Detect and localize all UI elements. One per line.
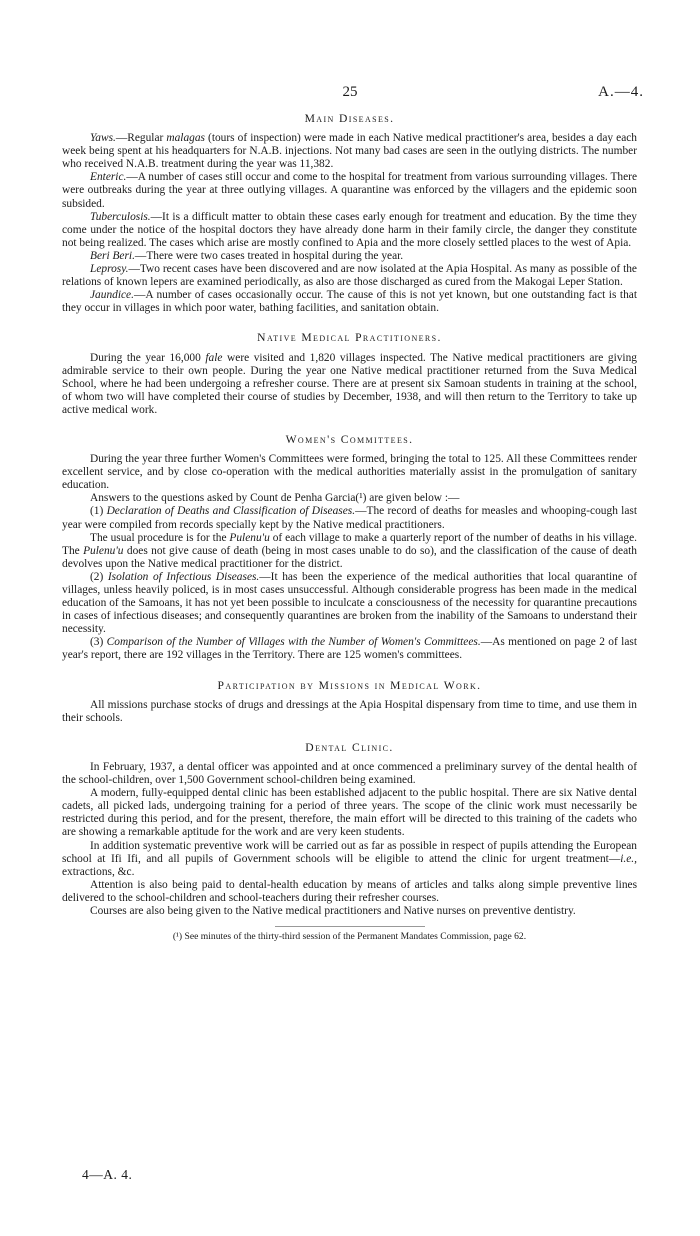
paragraph-text: —A number of cases occasionally occur. The cause of this is not yet known, but one outstanding fact is that they occur in villages in which poor water, bathing facilities, and sanitation obtain. (62, 289, 637, 315)
paragraph-answers-intro: Answers to the questions asked by Count de Penha Garcia(¹) are given below :— (90, 492, 460, 505)
paragraph-text: —It is a difficult matter to obtain these cases early enough for treatment and education. By the time they come under the notice of the hospital doctors they have already done harm in their family circle, the danger they constitute not being realized. The cases which arise are mostly confined to Apia and the more closely settled places to the west of Apia. (62, 210, 637, 249)
paragraph-beri-beri (62, 250, 637, 263)
term-pulenuu: Pulenu'u (83, 544, 124, 557)
section-womens-committees (62, 433, 637, 663)
term-fale: fale (205, 351, 223, 364)
section-heading: Main Diseases. (304, 112, 395, 125)
page-reference: 4—A. 4. (82, 1167, 133, 1182)
paragraph-text: —As mentioned on page 2 of last year's report, there are 192 villages in the Territory. There are 125 women's committees. (62, 636, 637, 662)
paragraph-text: does not give cause of death (being in most cases unable to do so), and the classification of the cause of death devolves upon the Native medical practitioner for the district. (62, 544, 638, 570)
term-jaundice: Jaundice. (90, 289, 134, 302)
footnote: (¹) See minutes of the thirty-third session of the Permanent Mandates Commission, page 62. (172, 931, 527, 943)
document-body (62, 112, 637, 943)
paragraph-dental-clinic: A modern, fully-equipped dental clinic has been established adjacent to the public hospital. There are six Native dental cadets, all picked lads, undergoing training for a period of three years. The scope of the clinic work must necessarily be restricted during this period, and for the present, therefore, the main effort will be directed to this training of the cadets who are showing a remarkable aptitude for the work and are very keen students. (62, 787, 637, 839)
paragraph-text: —Regular (115, 132, 167, 145)
term-malagas: malagas (166, 132, 205, 145)
question-title: Declaration of Deaths and Classification of Diseases. (106, 505, 356, 518)
term-leprosy: Leprosy. (90, 263, 129, 276)
question-title: Comparison of the Number of Villages with the Number of Women's Committees. (106, 636, 481, 649)
paragraph-question-2 (62, 571, 637, 636)
section-missions (62, 679, 637, 725)
paragraph-text: In addition systematic preventive work will be carried out as far as possible in respect of pupils attending the European school at Ifi Ifi, and all pupils of Government schools will be eligible to attend the clinic for urgent treatment— (62, 839, 637, 865)
paragraph-text: of each village to make a quarterly report of the number of deaths in his village. The (62, 531, 638, 557)
paragraph-enteric (62, 171, 637, 210)
paragraph-practitioners (62, 352, 637, 417)
question-title: Isolation of Infectious Diseases. (107, 570, 260, 583)
paragraph-dental-survey: In February, 1937, a dental officer was appointed and at once commenced a preliminary survey of the dental health of the school-children, over 1,500 Government school-children being examined. (62, 760, 637, 787)
paragraph-text: During the year 16,000 (90, 351, 206, 364)
section-heading: Women's Committees. (285, 432, 414, 446)
section-dental-clinic (62, 741, 637, 918)
paragraph-yaws (62, 132, 637, 171)
paragraph-health-education: Attention is also being paid to dental-health education by means of articles and talks along simple preventive lines delivered to the school-children and school-teachers during their refresher courses. (62, 878, 637, 904)
paragraph-tuberculosis (62, 211, 637, 250)
term-ie: i.e., (620, 852, 637, 865)
paragraph-text: —A number of cases still occur and come to the hospital for treatment from various surrounding villages. There were outbreaks during the year at three outlying villages. A quarantine was enforced by the villagers and the epidemic soon subsided. (62, 171, 637, 210)
paragraph-courses: Courses are also being given to the Native medical practitioners and Native nurses on preventive dentistry. (90, 904, 576, 917)
paragraph-text: were visited and 1,820 villages inspected. The Native medical practitioners are giving admirable service to their own people. During the year one Native medical practitioner returned from the Suva Medical School, where he had been undergoing a refresher course. There are at present six Samoan students in training at the school, of whom two will have completed their course of studies by December, 1938, and will then return to the Territory to take up active medical work. (62, 351, 637, 416)
paragraph-question-1 (62, 505, 637, 531)
paragraph-text: —It has been the experience of the medical authorities that local quarantine of villages, unless heavily policed, is in most cases unsuccessful. Although considerable progress has been made in the medical education of the Samoans, it has not yet been possible to inculcate a consciousness of the necessity for quarantine precautions in cases of infectious diseases; and consequently quarantines are broken from the inability of the Samoans to understand their necessity. (62, 570, 637, 636)
paragraph-committees: During the year three further Women's Committees were formed, bringing the total to 125. All these Committees render excellent service, and by close co-operation with the medical authorities materially assist in the promulgation of sanitary education. (62, 453, 637, 492)
term-tuberculosis: Tuberculosis. (90, 210, 151, 223)
paragraph-jaundice (62, 289, 637, 315)
term-beri-beri: Beri Beri. (90, 249, 135, 262)
term-yaws: Yaws. (90, 132, 116, 145)
section-native-practitioners (62, 331, 637, 417)
section-main-diseases (62, 112, 637, 315)
paragraph-leprosy (62, 263, 637, 289)
paragraph-text: —The record of deaths for measles and whooping-cough last year were compiled from records specially kept by the Native medical practitioners. (62, 505, 637, 531)
section-heading: Dental Clinic. (305, 740, 394, 754)
paragraph-procedure (62, 532, 637, 571)
paragraph-preventive-work (62, 840, 637, 879)
item-number: (1) (90, 505, 107, 518)
paragraph-text: extractions, &c. (62, 865, 135, 878)
paragraph-text: The usual procedure is for the (90, 531, 230, 544)
page-number: 25 (342, 84, 358, 100)
term-pulenuu: Pulenu'u (229, 531, 270, 544)
paragraph-text: (tours of inspection) were made in each Native medical practitioner's area, besides a day each week being spent at his headquarters for N.A.B. injections. Not many bad cases are seen in the outlying districts. The number who received N.A.B. treatment during the year was 11,382. (62, 132, 637, 171)
section-heading: Participation by Missions in Medical Work. (217, 678, 482, 692)
paragraph-missions: All missions purchase stocks of drugs and dressings at the Apia Hospital dispensary from time to time, and use them in their schools. (62, 698, 637, 724)
footnote-divider (275, 926, 425, 927)
paragraph-question-3 (62, 636, 637, 662)
section-heading: Native Medical Practitioners. (257, 331, 442, 345)
item-number: (2) (90, 570, 108, 583)
document-reference: A.—4. (598, 84, 644, 100)
term-enteric: Enteric. (90, 171, 127, 184)
item-number: (3) (90, 636, 107, 649)
paragraph-text: —Two recent cases have been discovered and are now isolated at the Apia Hospital. As many as possible of the relations of known lepers are examined periodically, as also are those discharged as cured from the Makogai Leper Station. (62, 263, 637, 289)
paragraph-text: —There were two cases treated in hospital during the year. (134, 249, 404, 262)
